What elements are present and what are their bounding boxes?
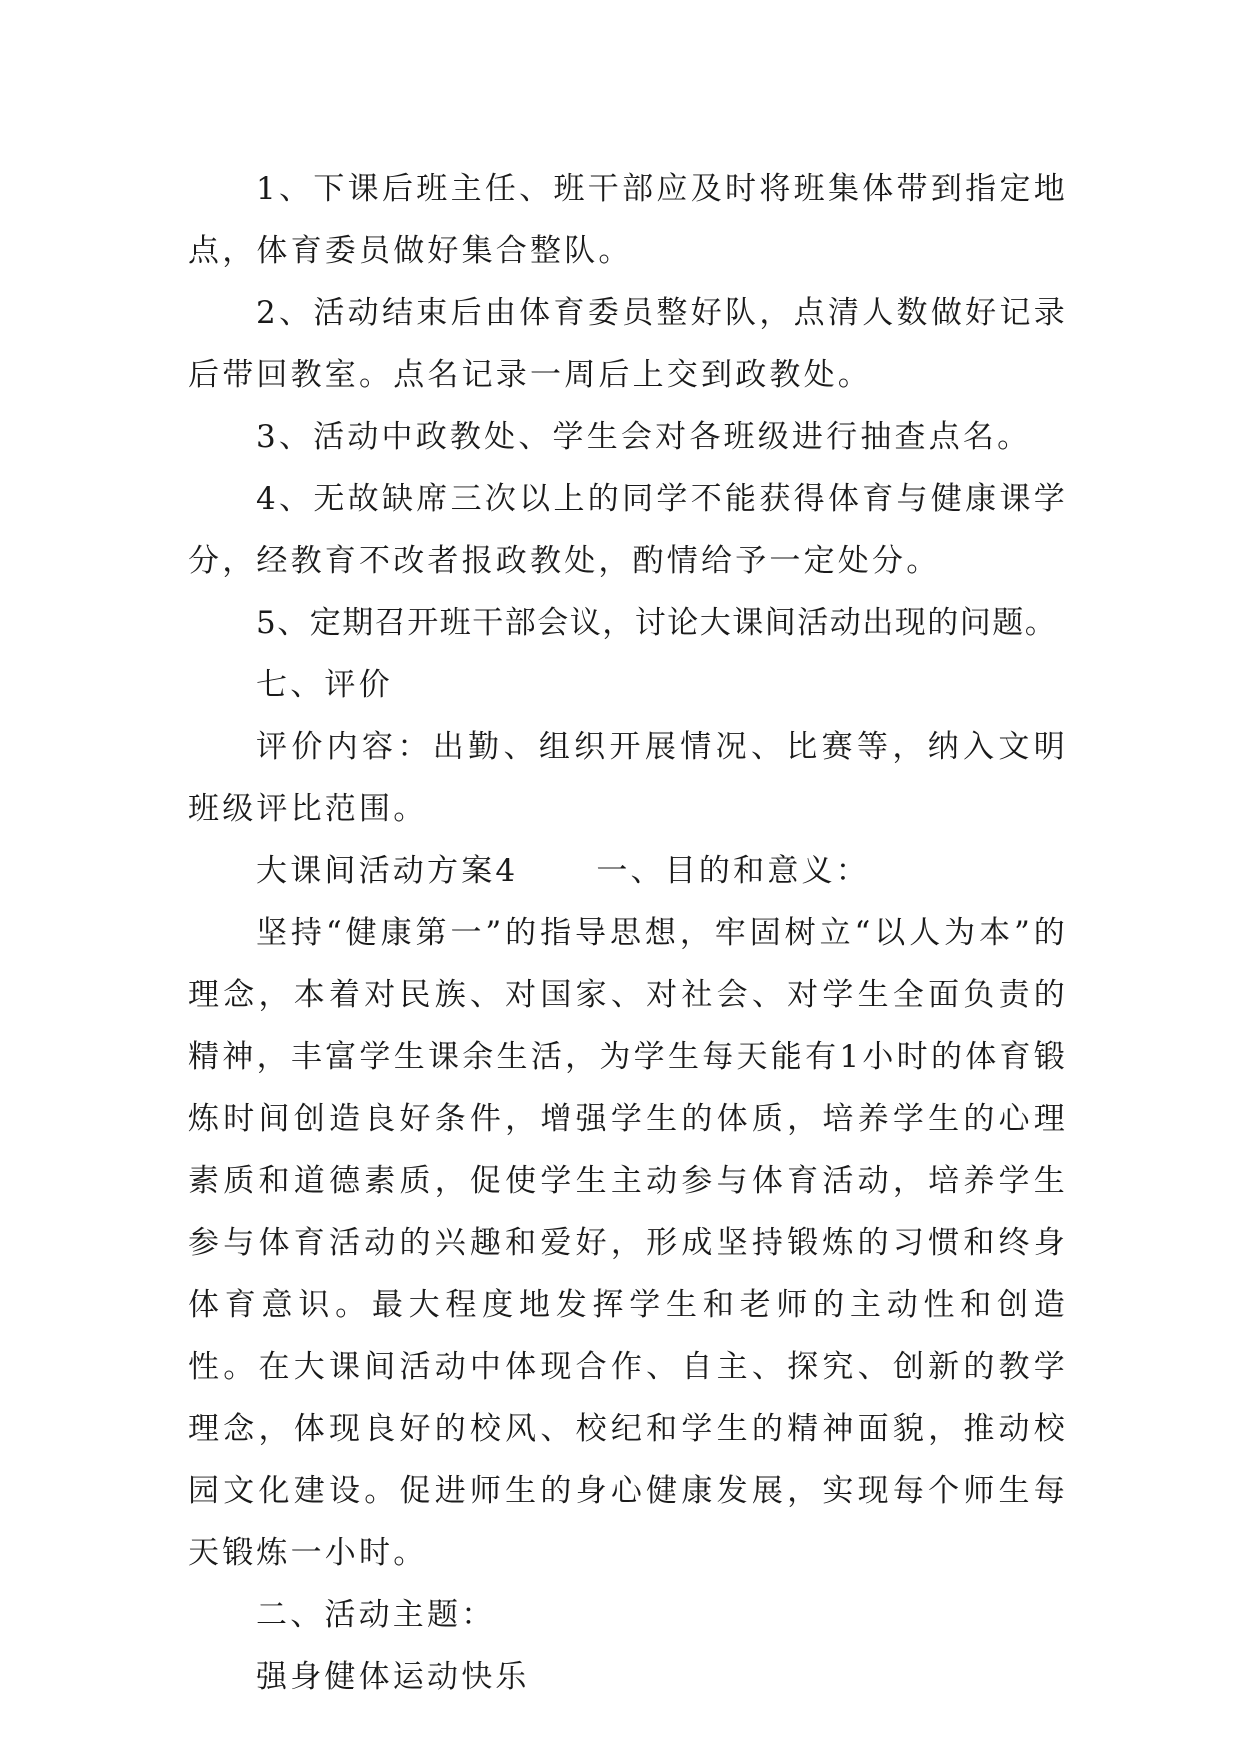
rule-4-paragraph: 4、无故缺席三次以上的同学不能获得体育与健康课学分，经教育不改者报政教处，酌情给予一定处分。 (188, 481, 1068, 579)
rule-3-paragraph: 3、活动中政教处、学生会对各班级进行抽查点名。 (256, 419, 1032, 455)
document-body (188, 158, 1068, 1708)
rule-5-paragraph: 5、定期召开班干部会议，讨论大课间活动出现的问题。 (256, 605, 1058, 641)
plan-4-title-line (188, 840, 1068, 902)
rule-1-paragraph: 1、下课后班主任、班干部应及时将班集体带到指定地点，体育委员做好集合整队。 (188, 171, 1068, 269)
rule-2-paragraph: 2、活动结束后由体育委员整好队，点清人数做好记录后带回教室。点名记录一周后上交到政教处。 (188, 295, 1068, 393)
evaluation-content-paragraph: 评价内容：出勤、组织开展情况、比赛等，纳入文明班级评比范围。 (188, 729, 1068, 827)
plan-4-purpose-heading: 一、目的和意义： (596, 853, 870, 889)
section-2-heading: 二、活动主题： (256, 1597, 496, 1633)
section-7-heading: 七、评价 (256, 667, 393, 703)
activity-theme: 强身健体运动快乐 (256, 1659, 530, 1695)
purpose-paragraph: 坚持“健康第一”的指导思想，牢固树立“以人为本”的理念，本着对民族、对国家、对社会、对学生全面负责的精神，丰富学生课余生活，为学生每天能有1小时的体育锻炼时间创造良好条件，增强学生的体质，培养学生的心理素质和道德素质，促使学生主动参与体育活动，培养学生参与体育活动的兴趣和爱好，形成坚持锻炼的习惯和终身体育意识。最大程度地发挥学生和老师的主动性和创造性。在大课间活动中体现合作、自主、探究、创新的教学理念，体现良好的校风、校纪和学生的精神面貌，推动校园文化建设。促进师生的身心健康发展，实现每个师生每天锻炼一小时。 (188, 915, 1068, 1571)
plan-4-title: 大课间活动方案4 (256, 853, 519, 889)
